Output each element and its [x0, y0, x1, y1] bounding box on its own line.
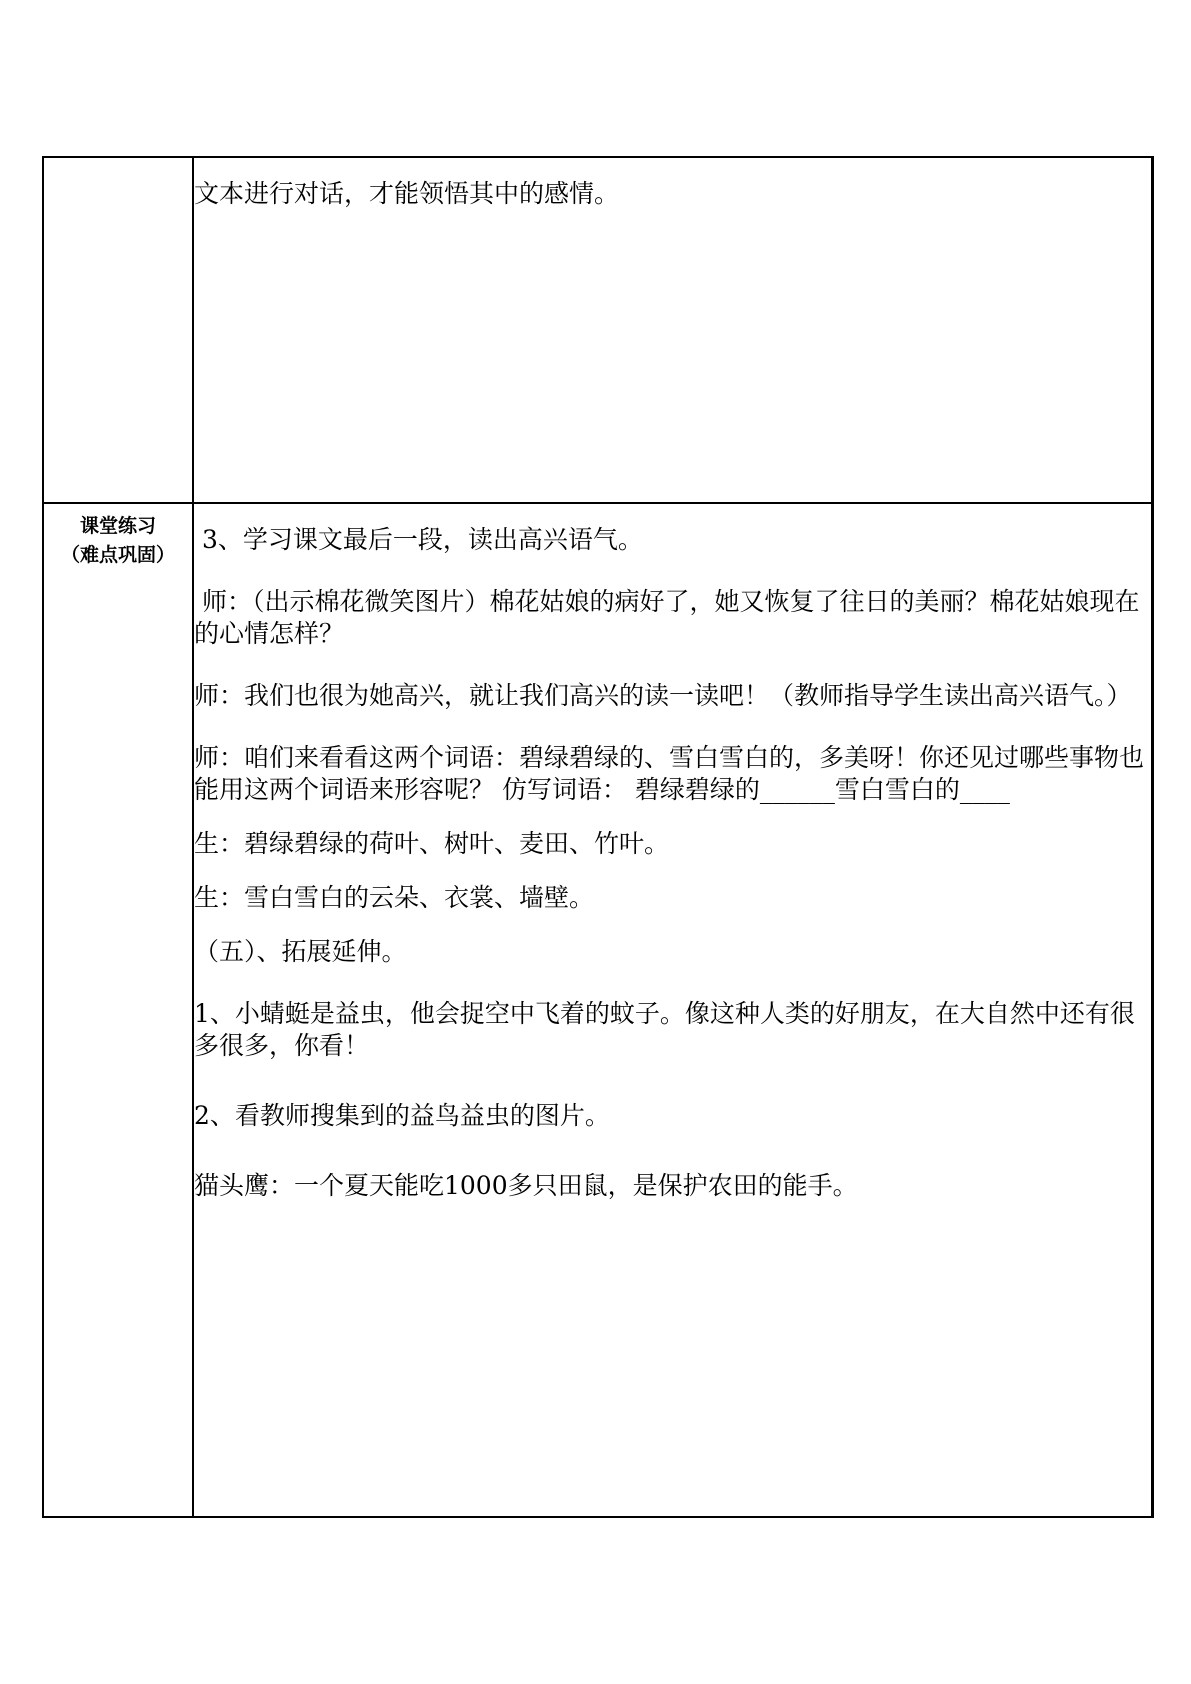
paragraph-10: 猫头鹰：一个夏天能吃1000多只田鼠，是保护农田的能手。 [194, 1171, 858, 1200]
lesson-plan-table [42, 156, 1154, 1518]
paragraph-7: （五）、拓展延伸。 [194, 937, 407, 966]
paragraph-9: 2、看教师搜集到的益鸟益虫的图片。 [194, 1101, 610, 1130]
paragraph-2: 师：（出示棉花微笑图片）棉花姑娘的病好了，她又恢复了往日的美丽？棉花姑娘现在的心情怎样？ [194, 587, 1140, 648]
table-row [43, 503, 1153, 1517]
content-cell [193, 503, 1153, 1517]
paragraph: 文本进行对话，才能领悟其中的感情。 [194, 179, 620, 208]
row-label-line1: 课堂练习 [79, 515, 156, 537]
row-label [44, 158, 192, 166]
table-row [43, 157, 1153, 503]
content-cell [193, 157, 1153, 503]
paragraph-6: 生：雪白雪白的云朵、衣裳、墙壁。 [194, 883, 595, 912]
paragraph-1: 3、学习课文最后一段，读出高兴语气。 [194, 525, 643, 554]
row-label-line2: （难点巩固） [60, 544, 175, 566]
paragraph-4: 师：咱们来看看这两个词语：碧绿碧绿的、雪白雪白的，多美呀！你还见过哪些事物也能用这两个词语来形容呢？ 仿写词语： 碧绿碧绿的______雪白雪白的____ [194, 743, 1145, 804]
paragraph-3: 师：我们也很为她高兴，就让我们高兴的读一读吧！（教师指导学生读出高兴语气。） [194, 681, 1132, 710]
paragraph-5: 生：碧绿碧绿的荷叶、树叶、麦田、竹叶。 [194, 829, 670, 858]
row-label-cell-empty [43, 157, 193, 503]
paragraph-8: 1、小蜻蜓是益虫，他会捉空中飞着的蚊子。像这种人类的好朋友，在大自然中还有很多很多，你看！ [194, 999, 1135, 1060]
row-label-cell [43, 503, 193, 1517]
